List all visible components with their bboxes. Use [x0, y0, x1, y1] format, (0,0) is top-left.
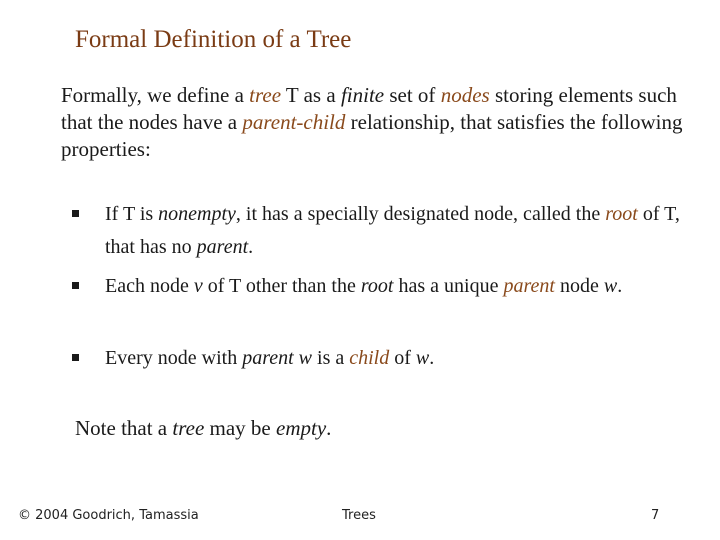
intro-text: storing elements such that the nodes have a — [61, 83, 677, 134]
term-child: child — [349, 347, 390, 369]
term-w: w — [415, 347, 430, 369]
square-bullet-icon — [72, 354, 79, 361]
bullet-text — [105, 270, 695, 303]
intro-text: set of — [384, 83, 441, 107]
term-root: root — [605, 203, 638, 225]
bullet-text-run: of T other than the — [202, 275, 361, 297]
term-tree: tree — [172, 416, 205, 440]
bullet-text-run: has a unique — [393, 275, 504, 297]
bullet-text-run: of T, that has no — [105, 203, 680, 258]
bullet-text-run: Each node — [105, 275, 194, 297]
bullet-text-run: If T is — [105, 203, 159, 225]
term-root: root — [360, 275, 394, 297]
bullet-text-run: , it has a specially designated node, called the — [235, 203, 606, 225]
term-parent: parent — [503, 275, 555, 297]
bullet-text-run: . — [429, 347, 435, 369]
bullet-text-run: of — [389, 347, 416, 369]
bullet-text — [105, 342, 695, 375]
footer-topic: Trees — [342, 508, 376, 523]
bullet-text-run: . — [248, 236, 254, 258]
footer-copyright: © 2004 Goodrich, Tamassia — [18, 508, 199, 523]
note-text: . — [326, 416, 332, 440]
bullet-text-run: . — [617, 275, 623, 297]
term-parent-child: parent-child — [242, 110, 346, 134]
bullet-text-run: is a — [312, 347, 350, 369]
bullet-text-run: Every node with — [105, 347, 243, 369]
bullet-text-run: node — [554, 275, 604, 297]
term-nonempty: nonempty — [158, 203, 236, 225]
term-empty: empty — [276, 416, 327, 440]
term-w: w — [298, 347, 313, 369]
slide-title: Formal Definition of a Tree — [75, 26, 352, 53]
footer-page-number: 7 — [651, 508, 660, 523]
term-parent: parent — [242, 347, 294, 369]
bullet-item-3 — [72, 342, 702, 378]
note-text: may be — [204, 416, 276, 440]
term-nodes: nodes — [440, 83, 490, 107]
bullet-item-2 — [72, 270, 702, 340]
square-bullet-icon — [72, 210, 79, 217]
term-w: w — [603, 275, 618, 297]
bullet-text — [105, 198, 695, 264]
square-bullet-icon — [72, 282, 79, 289]
term-tree: tree — [249, 83, 282, 107]
intro-text: Formally, we define a — [61, 83, 250, 107]
term-finite: finite — [340, 83, 385, 107]
intro-text: T as a — [281, 83, 341, 107]
note-text: Note that a — [75, 416, 173, 440]
bullet-item-1 — [72, 198, 702, 268]
intro-text: relationship, that satisfies the following properties: — [61, 110, 683, 161]
term-parent: parent — [196, 236, 249, 258]
note-line — [75, 416, 331, 441]
intro-paragraph — [61, 82, 701, 163]
term-v: v — [193, 275, 203, 297]
